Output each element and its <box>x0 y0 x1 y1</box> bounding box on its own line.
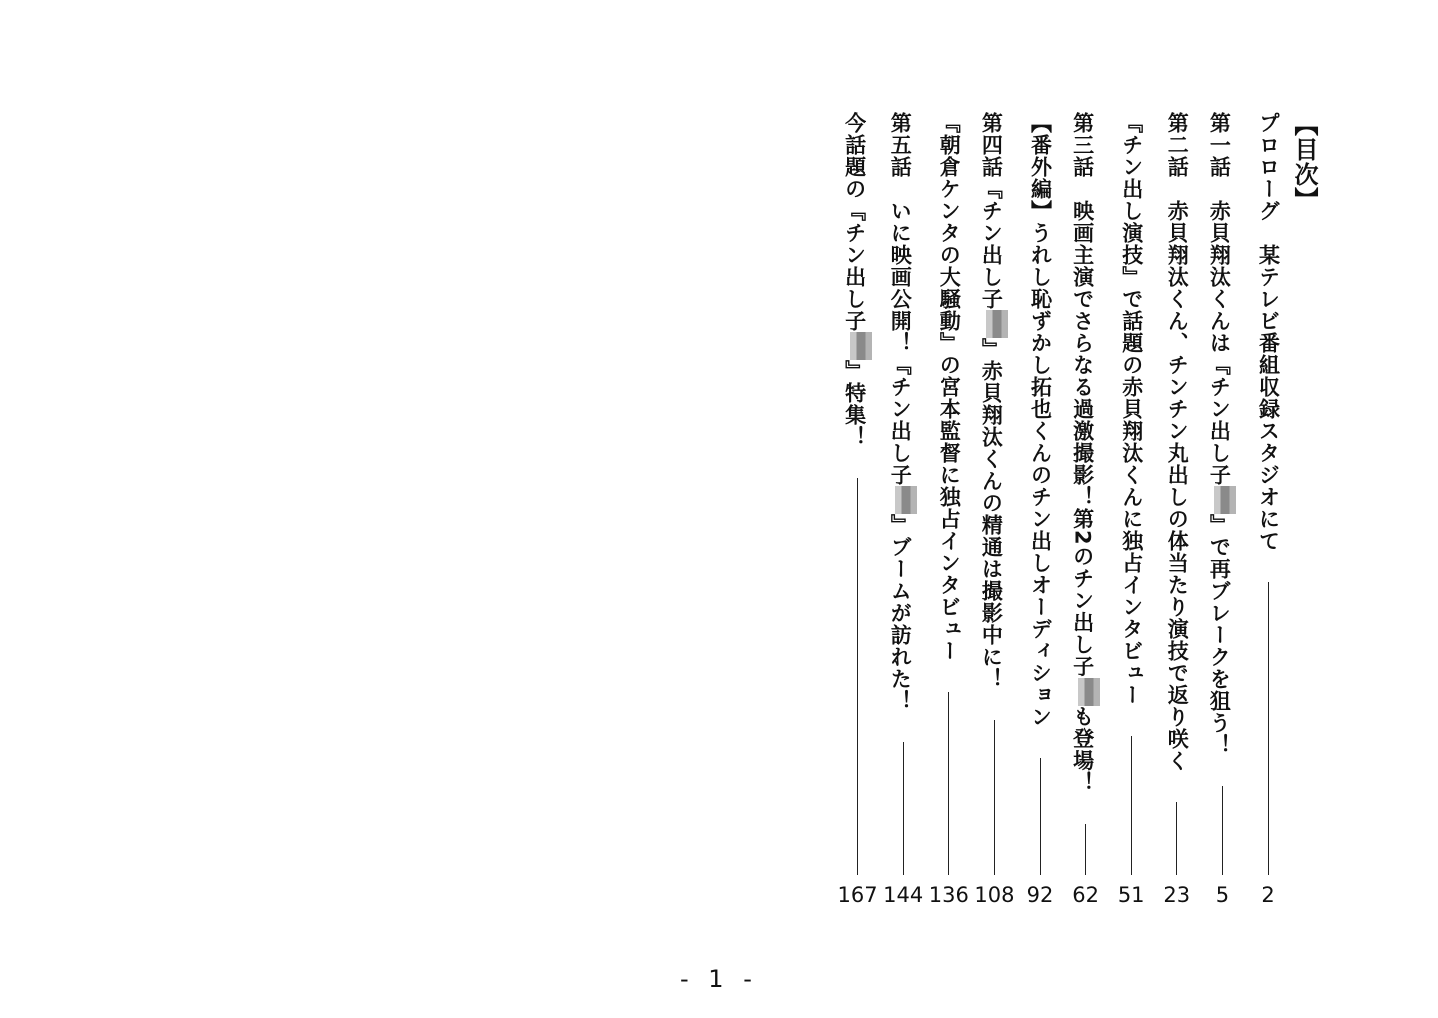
leader-line <box>1085 824 1086 875</box>
toc-entry[interactable] <box>1157 112 1197 907</box>
toc-entry[interactable] <box>1020 112 1060 907</box>
page-number-footer: - 1 - <box>680 965 758 993</box>
title-text: 』で再ブレークを狙う！ <box>1207 514 1232 756</box>
toc-page-number: 144 <box>883 883 924 907</box>
leader-line <box>1222 786 1223 875</box>
toc-heading: 【目次】 <box>1290 112 1318 212</box>
title-text: も登場！ <box>1070 705 1095 794</box>
title-text: 第三話 映画主演でさらなる過激撮影！第2のチン出し子 <box>1070 112 1095 678</box>
toc-page-number: 108 <box>974 883 1015 907</box>
toc-page-number: 62 <box>1072 883 1099 907</box>
censor-mosaic <box>1078 678 1100 706</box>
title-text: 第五話 いに映画公開！『チン出し子 <box>888 112 913 486</box>
leader-line <box>1131 736 1132 875</box>
censor-mosaic <box>1214 486 1236 514</box>
censor-mosaic <box>986 310 1008 338</box>
toc-page-number: 23 <box>1163 883 1191 907</box>
leader-line <box>1040 758 1041 875</box>
toc-page-number: 2 <box>1261 883 1275 907</box>
toc-entry-title <box>1208 112 1236 756</box>
title-text: プロローグ 某テレビ番組収録スタジオにて <box>1256 112 1281 552</box>
title-text: 』特集！ <box>842 360 867 448</box>
title-text: 【番外編】うれし恥ずかし拓也くんのチン出しオーディション <box>1028 112 1053 728</box>
toc-entry[interactable] <box>883 112 923 907</box>
title-text: 』ブームが訪れた！ <box>888 514 913 712</box>
leader-line <box>1176 802 1177 875</box>
leader-line <box>994 720 995 875</box>
toc-entry[interactable] <box>1248 112 1288 907</box>
toc-entry-title <box>937 112 962 662</box>
toc-entry-title <box>1121 112 1142 706</box>
toc-entry[interactable] <box>838 112 878 907</box>
title-text: 第二話 赤貝翔汰くん、チンチン丸出しの体当たり演技で返り咲く <box>1165 112 1190 772</box>
title-text: 第一話 赤貝翔汰くんは『チン出し子 <box>1207 112 1232 486</box>
title-text: 第四話『チン出し子 <box>979 112 1004 310</box>
leader-line <box>1268 582 1269 875</box>
toc-page-number: 136 <box>928 883 969 907</box>
leader-line <box>948 692 949 875</box>
toc-entry-title <box>1258 112 1279 552</box>
toc-entry-title <box>980 112 1008 690</box>
leader-line <box>903 742 904 875</box>
title-text: 今話題の『チン出し子 <box>842 112 867 332</box>
censor-mosaic <box>850 332 872 360</box>
censor-mosaic <box>895 486 917 514</box>
toc-entry-title <box>1165 112 1190 772</box>
toc-entry-title <box>844 112 872 448</box>
toc-entry-title <box>1030 112 1051 728</box>
title-text: 』赤貝翔汰くんの精通は撮影中に！ <box>979 338 1004 690</box>
toc-page-number: 92 <box>1026 883 1054 907</box>
toc-page-number: 167 <box>837 883 878 907</box>
toc-entry[interactable] <box>1202 112 1242 907</box>
leader-line <box>857 478 858 875</box>
toc-entry[interactable] <box>929 112 969 907</box>
toc-entry[interactable] <box>974 112 1014 907</box>
toc-entry[interactable] <box>1111 112 1151 907</box>
toc-entry-title <box>1072 112 1100 794</box>
toc-page-number: 51 <box>1117 883 1145 907</box>
title-text: 『朝倉ケンタの大騒動』の宮本監督に独占インタビュー <box>937 112 962 662</box>
toc-entry-title <box>889 112 917 712</box>
toc-entry[interactable] <box>1066 112 1106 907</box>
toc-page-number: 5 <box>1215 883 1230 907</box>
title-text: 『チン出し演技』で話題の赤貝翔汰くんに独占インタビュー <box>1119 112 1144 706</box>
